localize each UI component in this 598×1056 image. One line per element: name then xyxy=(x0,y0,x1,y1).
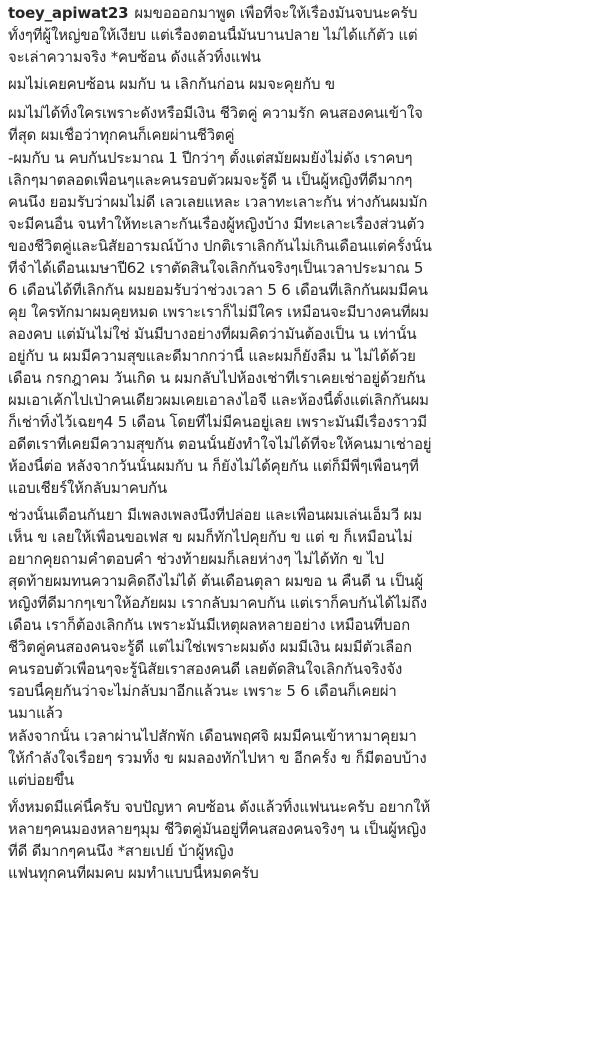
caption-line: อยู่กับ น ผมมีความสุขและดีมากกว่านี้ และผมก็ยังลืม น ไม่ได้ด้วย xyxy=(8,347,416,365)
caption-line: ให้กำลังใจเรื่อยๆ รวมทั้ง ข ผมลองทักไปหา ข อีกครั้ง ข ก็มีตอบบ้าง xyxy=(8,749,427,767)
caption-line: ผมเอาเค้กไปเป่าคนเดียวผมเคยเอาลงไอจี และห้องนี้ตั้งแต่เลิกกันผม xyxy=(8,391,429,409)
caption-line: ทั้งหมดมีแค่นี้ครับ จบปัญหา คบซ้อน ดังแล้วทิ้งแฟนนะครับ อยากให้ xyxy=(8,798,431,816)
caption-line: แต่บ่อยขึ้น xyxy=(8,771,74,789)
caption-line: นมาแล้ว xyxy=(8,704,63,722)
caption-paragraph-statement xyxy=(8,75,588,94)
caption-line: อดีตเราที่เคยมีความสุขกัน ตอนนั้นยังทำใจไม่ได้ที่จะให้คนมาเช่าอยู่ xyxy=(8,435,432,453)
username-link[interactable]: toey_apiwat23 xyxy=(8,4,129,22)
caption-line: จะเล่าความจริง *คบซ้อน ดังแล้วทิ้งแฟน xyxy=(8,48,261,66)
caption-line: 6 เดือนได้ที่เลิกกัน ผมยอมรับว่าช่วงเวลา 5 6 เดือนที่เลิกกันผมมีคน xyxy=(8,281,428,299)
caption-line: แอบเชียร์ให้กลับมาคบกัน xyxy=(8,479,167,497)
caption-paragraph-reason xyxy=(8,104,588,145)
caption-line: -ผมกับ น คบกันประมาณ 1 ปีกว่าๆ ตั้งแต่สมัยผมยังไม่ดัง เราคบๆ xyxy=(8,149,413,167)
caption-line: toey_apiwat23 ผมขอออกมาพูด เพื่อที่จะให้เรื่องมันจบนะครับ xyxy=(8,4,418,22)
caption-line: สุดท้ายผมทนความคิดถึงไม่ได้ ต้นเดือนตุลา ผมขอ น คืนดี น เป็นผู้ xyxy=(8,572,423,590)
caption-line: คนรอบตัวเพื่อนๆจะรู้นิสัยเราสองคนดี เลยตัดสินใจเลิกกันจริงจัง xyxy=(8,660,403,678)
caption-line: เห็น ข เลยให้เพื่อนขอเฟส ข ผมก็ทักไปคุยกับ ข แต่ ข ก็เหมือนไม่ xyxy=(8,528,413,546)
caption-line: จะมีคนอื่น จนทำให้ทะเลาะกันเรื่องผู้หญิงบ้าง มีทะเลาะเรื่องส่วนตัว xyxy=(8,215,425,233)
caption-paragraph-november xyxy=(8,727,588,790)
caption-line: คุย ใครทักมาผมคุยหมด เพราะเราก็ไม่มีใคร เหมือนจะมีบางคนที่ผม xyxy=(8,303,429,321)
caption-line: หญิงที่ดีมากๆเขาให้อภัยผม เรากลับมาคบกัน แต่เราก็คบกันได้ไม่ถึง xyxy=(8,594,427,612)
caption-paragraph-conclusion xyxy=(8,798,588,883)
caption-line: รอบนี้คุยกันว่าจะไม่กลับมาอีกแล้วนะ เพราะ 5 6 เดือนก็เคยผ่า xyxy=(8,682,397,700)
caption-paragraph-story xyxy=(8,149,588,498)
caption-paragraph-september xyxy=(8,506,588,723)
caption-line: เดือน เราก็ต้องเลิกกัน เพราะมันมีเหตุผลหลายอย่าง เหมือนที่บอก xyxy=(8,616,410,634)
caption-line: หลายๆคนมองหลายๆมุม ชีวิตคู่มันอยู่ที่คนสองคนจริงๆ น เป็นผู้หญิง xyxy=(8,820,427,838)
caption-line: เดือน กรกฎาคม วันเกิด น ผมกลับไปห้องเช่าที่เราเคยเช่าอยู่ด้วยกัน xyxy=(8,369,426,387)
caption-line: อยากคุยถามคำตอบคำ ช่วงท้ายผมก็เลยห่างๆ ไม่ได้ทัก ข ไป xyxy=(8,550,384,568)
caption-paragraph-intro xyxy=(8,4,588,67)
caption-line: ที่สุด ผมเชื่อว่าทุกคนก็เคยผ่านชีวิตคู่ xyxy=(8,126,235,144)
caption-line: ที่จำได้เดือนเมษาปี62 เราตัดสินใจเลิกกันจริงๆเป็นเวลาประมาณ 5 xyxy=(8,259,424,277)
caption-line: หลังจากนั้น เวลาผ่านไปสักพัก เดือนพฤศจิ ผมมีคนเข้าหามาคุยมา xyxy=(8,727,417,745)
caption-line: ลองคบ แต่มันไม่ใช่ มันมีบางอย่างที่ผมคิดว่ามันต้องเป็น น เท่านั้น xyxy=(8,325,417,343)
caption-line: ห้องนี้ต่อ หลังจากวันนั้นผมกับ น ก็ยังไม่ได้คุยกัน แต่ก็มีพี่ๆเพื่อนๆที่ xyxy=(8,457,419,475)
caption-line: ของชีวิตคู่และนิสัยอารมณ์บ้าง ปกติเราเลิกกันไม่เกินเดือนแต่ครั้งนั้น xyxy=(8,237,432,255)
caption-line: คนนึง ยอมรับว่าผมไม่ดี เลวเลยแหละ เวลาทะเลาะกัน ห่างกันผมมัก xyxy=(8,193,428,211)
caption-line: แฟนทุกคนที่ผมคบ ผมทำแบบนี้หมดครับ xyxy=(8,864,259,882)
caption-line: ทั้งๆที่ผู้ใหญ่ขอให้เงียบ แต่เรื่องตอนนี้มันบานปลาย ไม่ได้แก้ตัว แต่ xyxy=(8,26,418,44)
caption-line: เลิกๆมาตลอดเพื่อนๆและคนรอบตัวผมจะรู้ดี น เป็นผู้หญิงที่ดีมากๆ xyxy=(8,171,413,189)
caption-line: ที่ดี ดีมากๆคนนึง *สายเปย์ บ้าผู้หญิง xyxy=(8,842,234,860)
caption-line: ช่วงนั้นเดือนกันยา มีเพลงเพลงนึงที่ปล่อย และเพื่อนผมเล่นเอ็มวี ผม xyxy=(8,506,422,524)
caption-line: ชีวิตคู่คนสองคนจะรู้ดี แต่ไม่ใช่เพราะผมดัง ผมมีเงิน ผมมีตัวเลือก xyxy=(8,638,412,656)
caption-line: ผมไม่เคยคบซ้อน ผมกับ น เลิกกันก่อน ผมจะคุยกับ ข xyxy=(8,75,335,93)
caption-line: ผมไม่ได้ทิ้งใครเพราะดังหรือมีเงิน ชีวิตคู่ ความรัก คนสองคนเข้าใจ xyxy=(8,104,423,122)
caption-line: ก็เช่าทิ้งไว้เฉยๆ4 5 เดือน โดยที่ไม่มีคนอยู่เลย เพราะมันมีเรื่องราวมี xyxy=(8,413,427,431)
